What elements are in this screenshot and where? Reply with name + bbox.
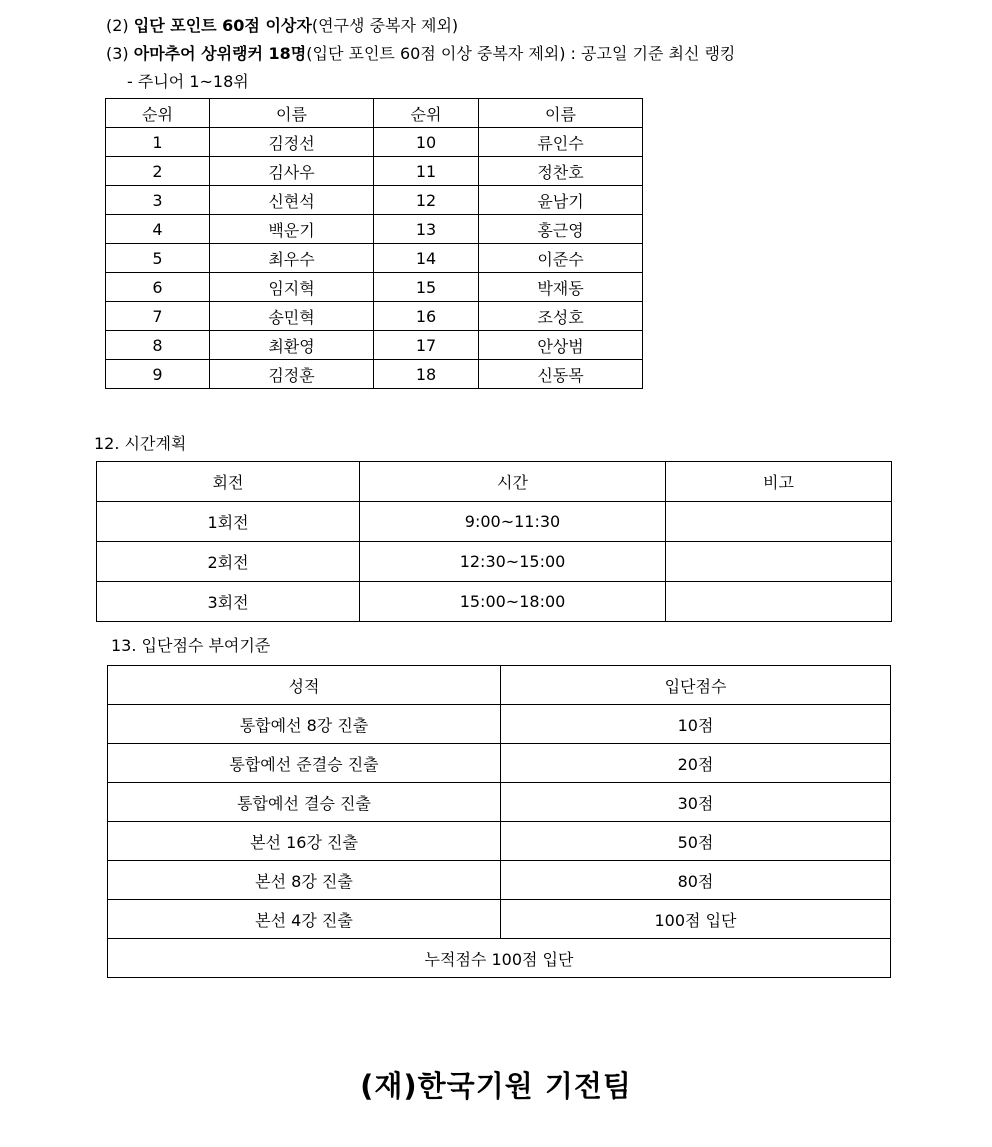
name-cell: 신동목: [479, 360, 643, 389]
table-row: [108, 705, 891, 744]
remarks-cell: [666, 582, 892, 622]
name-cell: 정찬호: [479, 157, 643, 186]
rank-cell: 5: [106, 244, 210, 273]
scoring-title: 13. 입단점수 부여기준: [111, 636, 271, 655]
table-row: [108, 744, 891, 783]
round-cell: 3회전: [97, 582, 360, 622]
result-cell: 본선 8강 진출: [108, 861, 501, 900]
rank-cell: 11: [374, 157, 479, 186]
ranking-header-row: [106, 99, 643, 128]
points-cell: 30점: [501, 783, 891, 822]
result-cell: 통합예선 준결승 진출: [108, 744, 501, 783]
rank-cell: 8: [106, 331, 210, 360]
criteria-item-3-prefix: (3): [106, 44, 134, 63]
scoring-header-row: [108, 666, 891, 705]
points-cell: 20점: [501, 744, 891, 783]
rank-cell: 18: [374, 360, 479, 389]
time-cell: 12:30~15:00: [360, 542, 666, 582]
points-header: 입단점수: [501, 666, 891, 705]
schedule-title: 12. 시간계획: [94, 434, 187, 453]
time-cell: 9:00~11:30: [360, 502, 666, 542]
table-row: [106, 360, 643, 389]
cumulative-points-note: 누적점수 100점 입단: [108, 939, 891, 978]
rank-header: 순위: [106, 99, 210, 128]
table-row: [97, 502, 892, 542]
junior-label: - 주니어 1~18위: [127, 72, 249, 91]
table-row: [106, 157, 643, 186]
round-cell: 2회전: [97, 542, 360, 582]
table-row: [106, 215, 643, 244]
name-cell: 류인수: [479, 128, 643, 157]
table-row: [108, 783, 891, 822]
scoring-table: [107, 665, 891, 978]
time-header: 시간: [360, 462, 666, 502]
name-cell: 신현석: [210, 186, 374, 215]
criteria-item-3: [106, 41, 735, 64]
name-cell: 최환영: [210, 331, 374, 360]
table-row: [108, 822, 891, 861]
name-cell: 최우수: [210, 244, 374, 273]
rank-cell: 17: [374, 331, 479, 360]
table-row: [108, 900, 891, 939]
rank-cell: 6: [106, 273, 210, 302]
criteria-item-2: [106, 13, 458, 36]
rank-cell: 15: [374, 273, 479, 302]
name-cell: 김정훈: [210, 360, 374, 389]
table-row: [97, 582, 892, 622]
criteria-item-3-note: (입단 포인트 60점 이상 중복자 제외) : 공고일 기준 최신 랭킹: [306, 44, 736, 63]
table-row: [108, 861, 891, 900]
points-cell: 50점: [501, 822, 891, 861]
table-row: [106, 273, 643, 302]
name-cell: 이준수: [479, 244, 643, 273]
criteria-item-2-note: (연구생 중복자 제외): [311, 16, 459, 35]
rank-cell: 3: [106, 186, 210, 215]
name-cell: 백운기: [210, 215, 374, 244]
name-cell: 송민혁: [210, 302, 374, 331]
table-row: [106, 244, 643, 273]
table-row: [106, 302, 643, 331]
rank-cell: 2: [106, 157, 210, 186]
name-cell: 안상범: [479, 331, 643, 360]
ranking-table: [105, 98, 643, 389]
rank-cell: 9: [106, 360, 210, 389]
result-header: 성적: [108, 666, 501, 705]
scoring-footer-row: [108, 939, 891, 978]
criteria-item-3-title: 아마추어 상위랭커 18명: [133, 44, 307, 63]
rank-cell: 7: [106, 302, 210, 331]
criteria-item-2-title: 입단 포인트 60점 이상자: [133, 16, 312, 35]
rank-cell: 4: [106, 215, 210, 244]
schedule-header-row: [97, 462, 892, 502]
rank-cell: 12: [374, 186, 479, 215]
rank-cell: 1: [106, 128, 210, 157]
round-header: 회전: [97, 462, 360, 502]
name-cell: 윤남기: [479, 186, 643, 215]
remarks-cell: [666, 502, 892, 542]
rank-cell: 14: [374, 244, 479, 273]
table-row: [106, 331, 643, 360]
criteria-item-2-prefix: (2): [106, 16, 134, 35]
rank-header: 순위: [374, 99, 479, 128]
result-cell: 본선 4강 진출: [108, 900, 501, 939]
time-cell: 15:00~18:00: [360, 582, 666, 622]
table-row: [106, 128, 643, 157]
remarks-cell: [666, 542, 892, 582]
points-cell: 80점: [501, 861, 891, 900]
points-cell: 100점 입단: [501, 900, 891, 939]
name-header: 이름: [479, 99, 643, 128]
name-cell: 김사우: [210, 157, 374, 186]
schedule-table: [96, 461, 892, 622]
name-cell: 김정선: [210, 128, 374, 157]
name-header: 이름: [210, 99, 374, 128]
round-cell: 1회전: [97, 502, 360, 542]
name-cell: 박재동: [479, 273, 643, 302]
result-cell: 통합예선 결승 진출: [108, 783, 501, 822]
remarks-header: 비고: [666, 462, 892, 502]
organization-name: (재)한국기원 기전팀: [360, 1069, 632, 1103]
table-row: [106, 186, 643, 215]
rank-cell: 10: [374, 128, 479, 157]
name-cell: 홍근영: [479, 215, 643, 244]
result-cell: 본선 16강 진출: [108, 822, 501, 861]
name-cell: 조성호: [479, 302, 643, 331]
points-cell: 10점: [501, 705, 891, 744]
table-row: [97, 542, 892, 582]
result-cell: 통합예선 8강 진출: [108, 705, 501, 744]
rank-cell: 16: [374, 302, 479, 331]
rank-cell: 13: [374, 215, 479, 244]
name-cell: 임지혁: [210, 273, 374, 302]
